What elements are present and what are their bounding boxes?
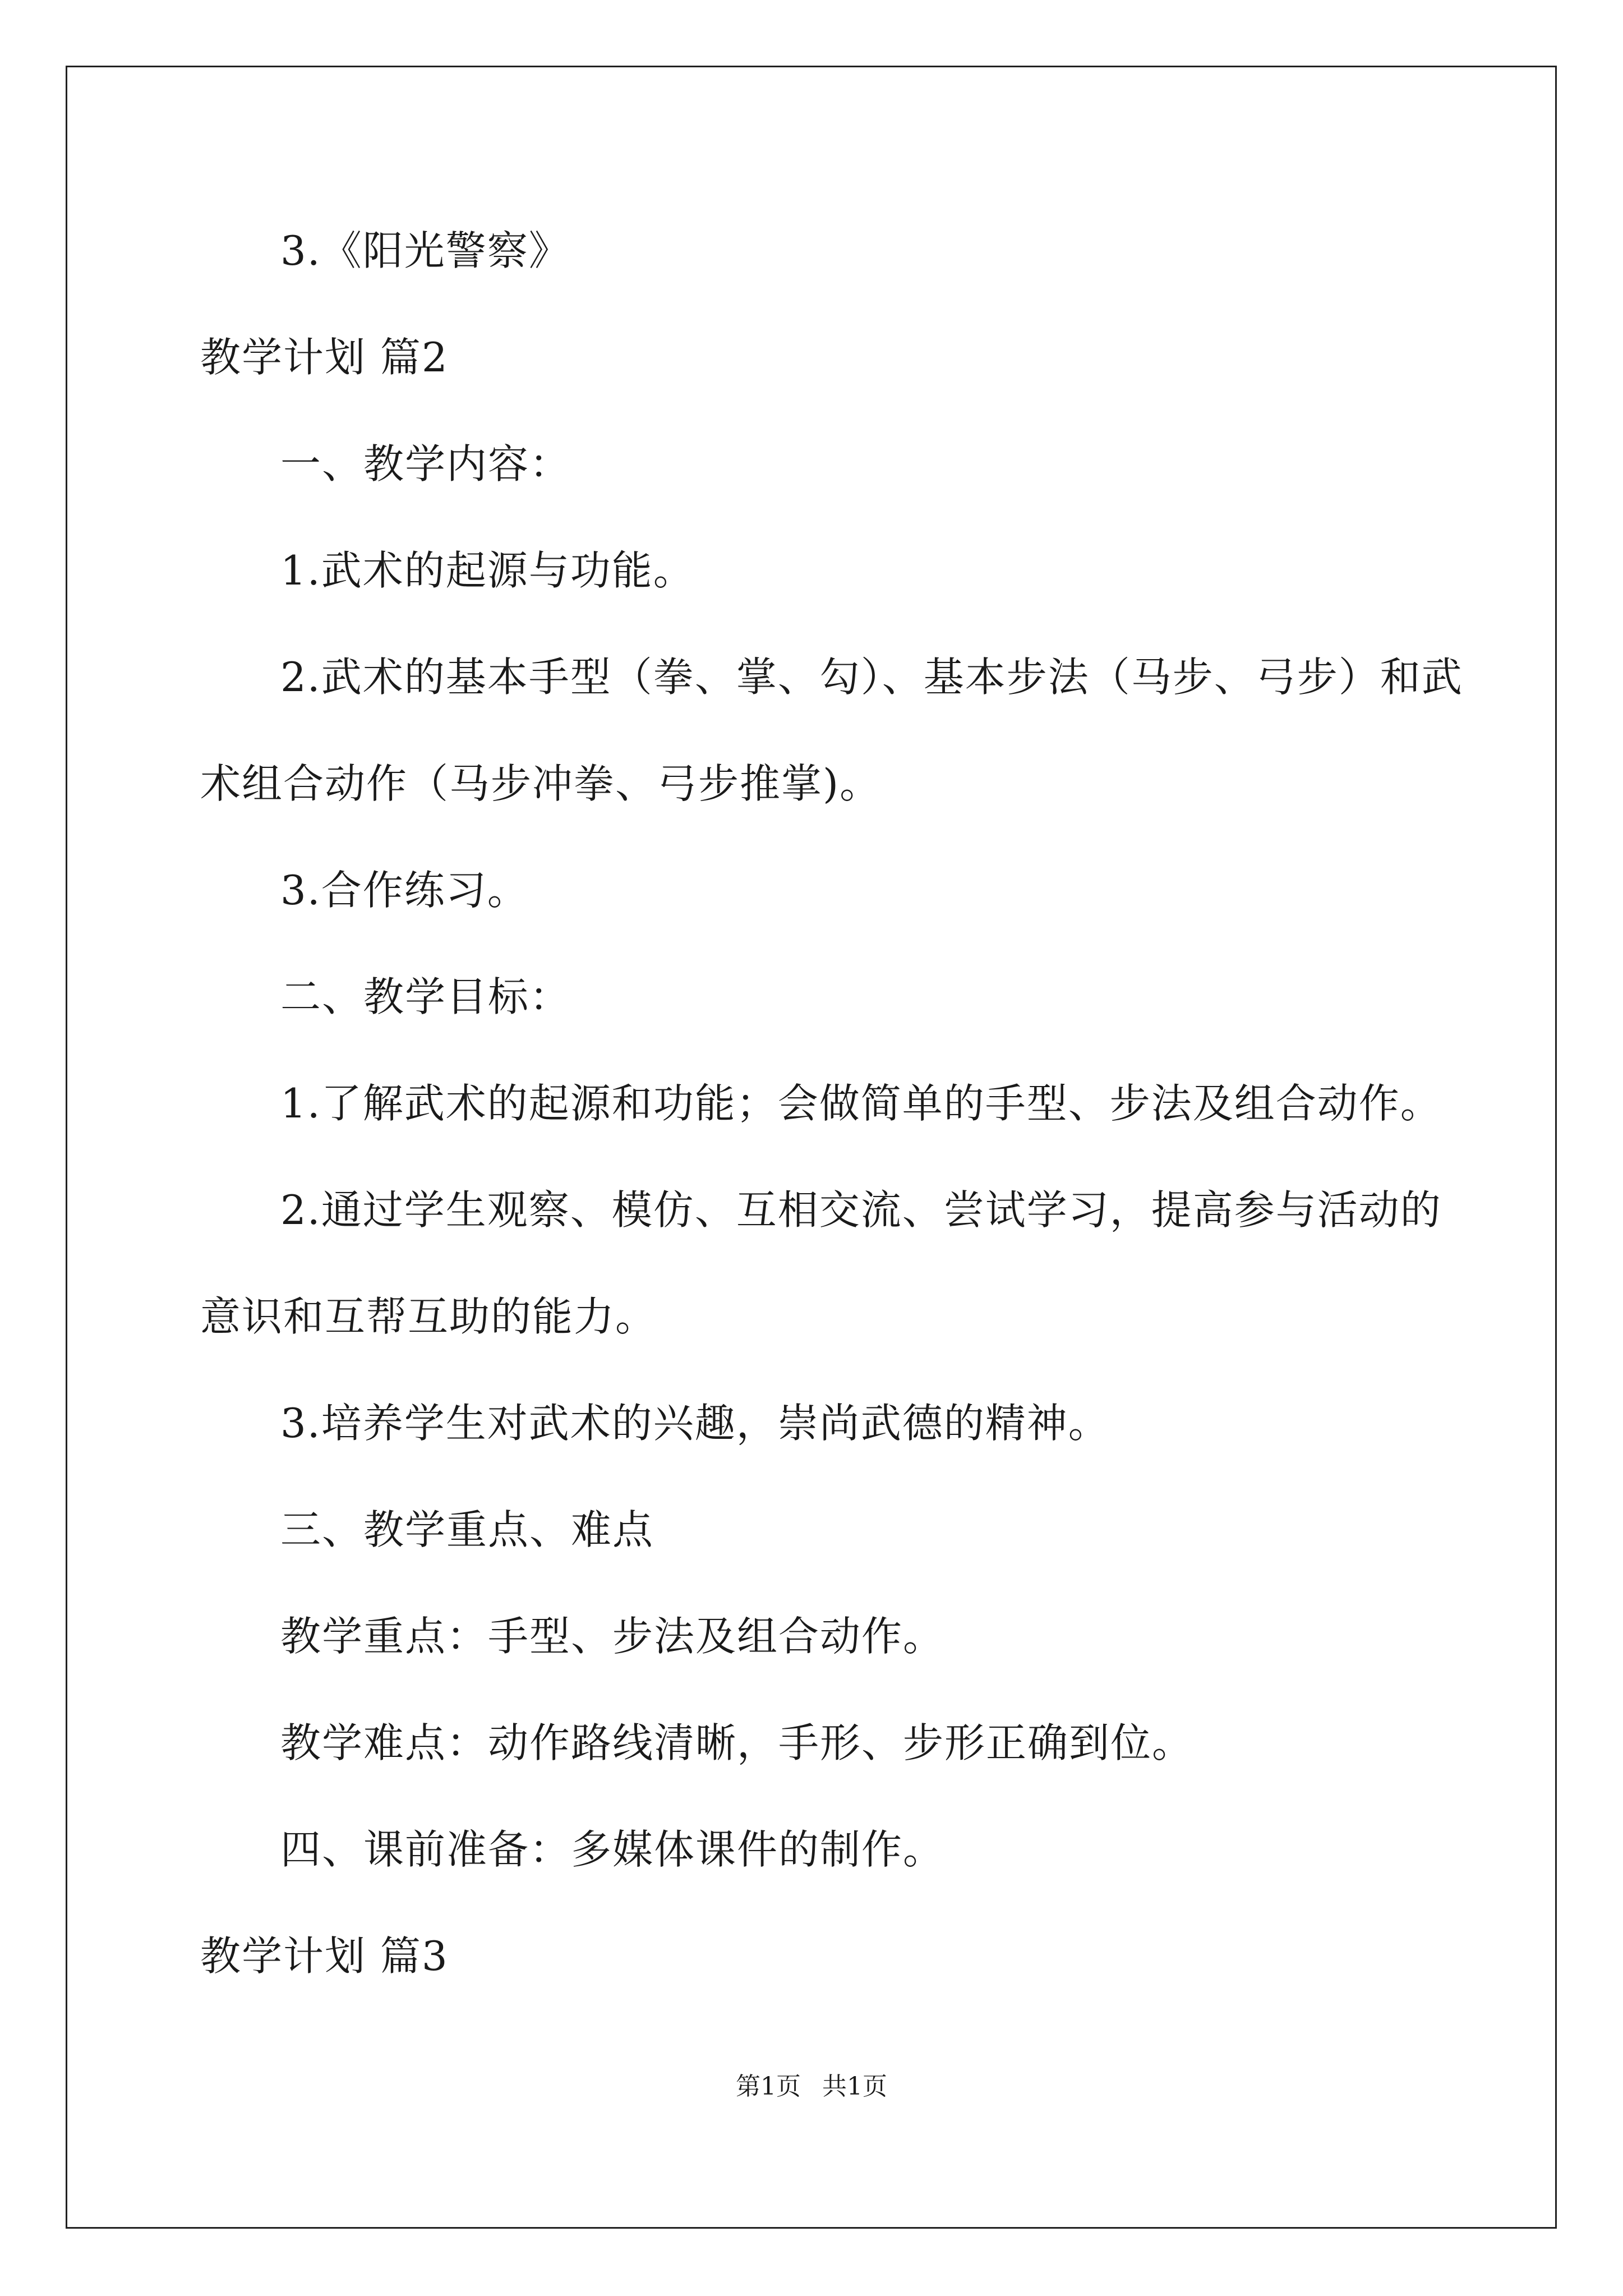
subsection-heading: 二、教学目标：	[280, 973, 571, 1020]
section-heading: 教学计划 篇2	[200, 334, 449, 381]
list-item: 1.武术的起源与功能。	[280, 547, 695, 594]
list-item: 2.武术的基本手型（拳、掌、勾）、基本步法（马步、弓步）和武	[280, 654, 1463, 701]
page-border	[66, 66, 1557, 2229]
paragraph: 教学重点：手型、步法及组合动作。	[280, 1613, 945, 1660]
page-total: 共1页	[822, 2072, 887, 2101]
list-item: 3.《阳光警察》	[280, 227, 570, 274]
list-item-continuation: 术组合动作（马步冲拳、弓步推掌)。	[200, 760, 882, 807]
section-heading: 教学计划 篇3	[200, 1932, 449, 1980]
subsection-heading: 三、教学重点、难点	[280, 1506, 654, 1553]
list-item-continuation: 意识和互帮互助的能力。	[200, 1293, 657, 1340]
paragraph: 教学难点：动作路线清晰，手形、步形正确到位。	[280, 1719, 1194, 1766]
page-footer	[0, 2070, 1623, 2104]
list-item: 3.培养学生对武术的兴趣，崇尚武德的精神。	[280, 1400, 1110, 1447]
subsection-heading: 一、教学内容：	[280, 440, 571, 487]
subsection-heading: 四、课前准备：多媒体课件的制作。	[280, 1826, 945, 1873]
page-number: 第1页	[736, 2072, 801, 2101]
list-item: 1.了解武术的起源和功能；会做简单的手型、步法及组合动作。	[280, 1080, 1442, 1127]
list-item: 3.合作练习。	[280, 867, 529, 914]
list-item: 2.通过学生观察、模仿、互相交流、尝试学习，提高参与活动的	[280, 1186, 1442, 1234]
